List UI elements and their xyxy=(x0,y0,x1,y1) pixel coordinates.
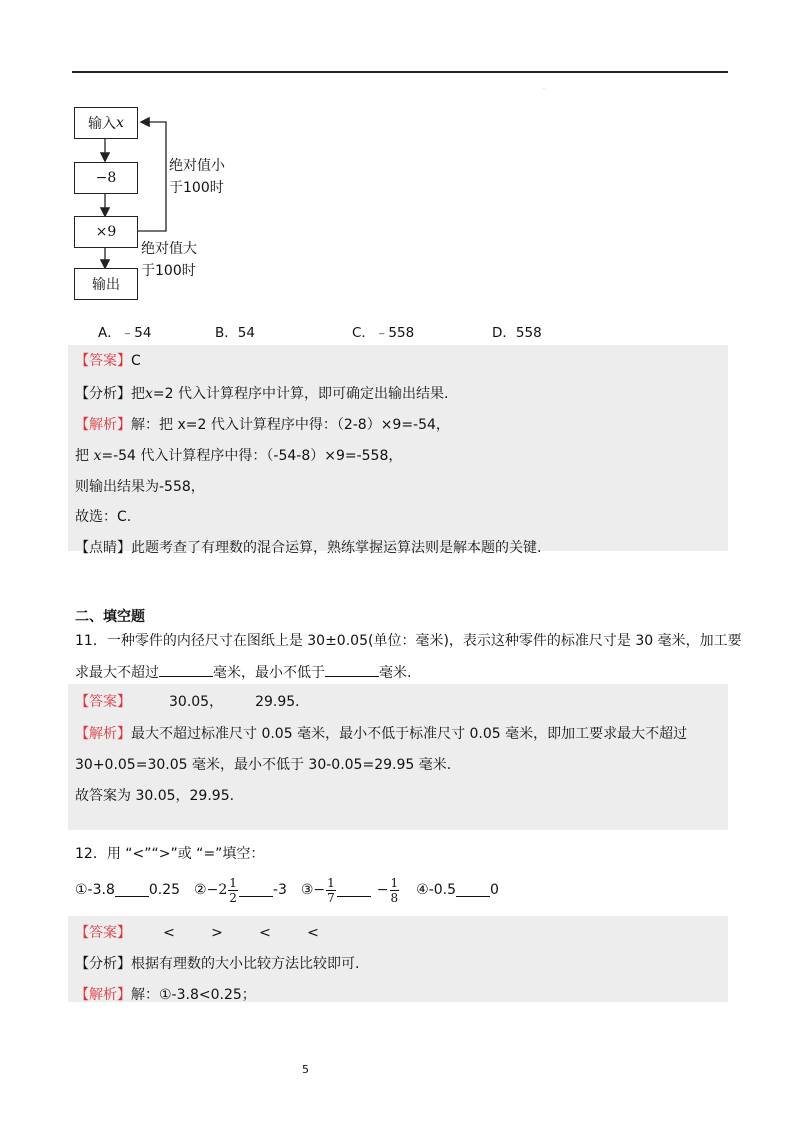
analysis-tag: 【分析】 xyxy=(75,386,131,402)
flow-loop-note-line2: 于100时 xyxy=(169,180,224,196)
option-a xyxy=(98,321,151,341)
q10-answer xyxy=(75,350,141,370)
flow-minus-label: −8 xyxy=(95,170,117,186)
q10-comment xyxy=(75,537,541,557)
header-mark: . xyxy=(543,84,545,91)
q11-stem-part-b: 毫米，最小不低于 xyxy=(213,665,325,681)
solution-tag: 【解析】 xyxy=(75,987,131,1003)
q11-answer xyxy=(75,691,309,711)
option-c xyxy=(352,321,414,341)
fraction-denominator: 7 xyxy=(327,890,335,905)
q11-stem-part-a: 求最大不超过 xyxy=(75,665,159,681)
q11-solution-line3: 故答案为 30.05，29.95. xyxy=(75,788,235,804)
q12-item1-b: 0.25 xyxy=(148,882,181,898)
q12-blank-3 xyxy=(337,884,371,897)
answer-tag: 【答案】 xyxy=(75,353,131,369)
q12-answer-symbol-4: < xyxy=(307,925,319,941)
q10-solution-line4: 故选：C. xyxy=(75,509,132,525)
q10-solution-line2 xyxy=(75,445,402,465)
flow-minus-box xyxy=(74,162,138,194)
option-a-label: A． xyxy=(98,325,121,341)
option-c-value: ﹣558 xyxy=(374,325,415,341)
q10-analysis-pre: 把 xyxy=(131,386,145,402)
comment-tag: 【点睛】 xyxy=(75,540,131,556)
q12-blank-2 xyxy=(239,884,273,897)
option-d-value: 558 xyxy=(515,325,542,341)
q12-answer-symbol-2: > xyxy=(211,925,223,941)
q12-item1: ①-3.8 xyxy=(75,882,115,898)
q11-blank-2 xyxy=(325,664,379,677)
q12-blank-1 xyxy=(115,884,149,897)
q12-item3-fraction-2 xyxy=(390,876,400,905)
q11-answer-1: 30.05， xyxy=(169,694,224,710)
flow-output-box xyxy=(74,268,138,300)
fraction-numerator: 1 xyxy=(327,875,335,890)
flow-loop-note xyxy=(169,155,225,199)
q12-item3-pre: ③− xyxy=(300,882,326,898)
q12-item2-pre: ②−2 xyxy=(194,882,228,898)
option-d xyxy=(492,321,542,341)
flow-times-label: ×9 xyxy=(95,224,117,240)
q10-solution-line2-post: =-54 代入计算程序中得：（-54-8）×9=-558， xyxy=(101,448,403,464)
q12-blank-4 xyxy=(456,884,490,897)
option-a-value: ﹣54 xyxy=(120,325,152,341)
q10-answer-value: C xyxy=(131,353,141,369)
q10-solution-line1-text: 解：把 x=2 代入计算程序中得：（2-8）×9=-54， xyxy=(131,417,450,433)
section-heading: 二、填空题 xyxy=(75,609,145,625)
q12-answer-symbol-3: < xyxy=(259,925,271,941)
flow-exit-note-line2: 于100时 xyxy=(141,263,196,279)
solution-tag: 【解析】 xyxy=(75,417,131,433)
flow-input-label: 输入 xyxy=(88,116,117,132)
q12-solution-text: 解：①-3.8<0.25； xyxy=(131,987,256,1003)
option-b xyxy=(215,321,255,341)
solution-tag: 【解析】 xyxy=(75,726,131,742)
flow-exit-note xyxy=(141,238,197,282)
q10-comment-text: 此题考查了有理数的混合运算，熟练掌握运算法则是解本题的关键. xyxy=(131,540,542,556)
fraction-numerator: 1 xyxy=(229,875,237,890)
q10-analysis-post: =2 代入计算程序中计算，即可确定出输出结果. xyxy=(152,386,449,402)
q12-answer-symbol-1: < xyxy=(163,925,175,941)
option-c-label: C． xyxy=(352,325,375,341)
q12-item3-fraction-1 xyxy=(326,876,336,905)
answer-tag: 【答案】 xyxy=(75,925,131,941)
q10-analysis-var: x xyxy=(145,386,153,402)
q12-item2-fraction xyxy=(228,876,238,905)
q12-solution xyxy=(75,984,256,1004)
fraction-numerator: 1 xyxy=(390,875,399,890)
flow-input-box xyxy=(74,107,138,139)
flow-loop-note-line1: 绝对值小 xyxy=(169,158,225,174)
flow-exit-note-line1: 绝对值大 xyxy=(141,241,197,257)
analysis-tag: 【分析】 xyxy=(75,956,131,972)
q12-answer xyxy=(75,922,337,942)
q12-item4-b: 0 xyxy=(490,882,499,898)
flow-input-var: x xyxy=(116,115,124,131)
q11-blank-1 xyxy=(159,664,213,677)
q12-item2-b: -3 xyxy=(272,882,287,898)
q12-items xyxy=(75,872,499,908)
q12-item3-mid: − xyxy=(376,882,389,898)
q11-answer-2: 29.95． xyxy=(255,694,310,710)
q10-solution-line2-pre: 把 xyxy=(75,448,94,464)
fraction-denominator: 8 xyxy=(390,890,399,905)
q11-stem-line1: 11．一种零件的内径尺寸在图纸上是 30±0.05(单位：毫米)，表示这种零件的标准尺寸是 30 毫米，加工要 xyxy=(75,633,742,649)
q12-item4: ④-0.5 xyxy=(416,882,457,898)
q10-solution-line3: 则输出结果为-558， xyxy=(75,479,205,495)
option-b-label: B． xyxy=(215,325,238,341)
q12-stem: 12．用 “<”“>”或 “=”填空： xyxy=(75,846,265,862)
q11-solution-line2: 30+0.05=30.05 毫米，最小不低于 30-0.05=29.95 毫米. xyxy=(75,757,452,773)
q11-solution-line1-text: 最大不超过标准尺寸 0.05 毫米，最小不低于标准尺寸 0.05 毫米，即加工要求最大不超过 xyxy=(131,726,688,742)
q11-stem-part-c: 毫米. xyxy=(379,665,412,681)
q11-solution-line1 xyxy=(75,723,687,743)
q10-analysis xyxy=(75,383,448,403)
answer-tag: 【答案】 xyxy=(75,694,131,710)
flow-output-label: 输出 xyxy=(92,277,120,293)
q10-solution-line2-var: x xyxy=(93,448,102,464)
q12-analysis-text: 根据有理数的大小比较方法比较即可. xyxy=(131,956,360,972)
q12-analysis xyxy=(75,953,359,973)
option-d-label: D． xyxy=(492,325,516,341)
q11-stem-line2 xyxy=(75,662,411,682)
option-b-value: 54 xyxy=(237,325,255,341)
q10-solution-line1 xyxy=(75,414,450,434)
flow-times-box xyxy=(74,216,138,248)
fraction-denominator: 2 xyxy=(229,890,237,905)
page-number: 5 xyxy=(302,1063,309,1076)
